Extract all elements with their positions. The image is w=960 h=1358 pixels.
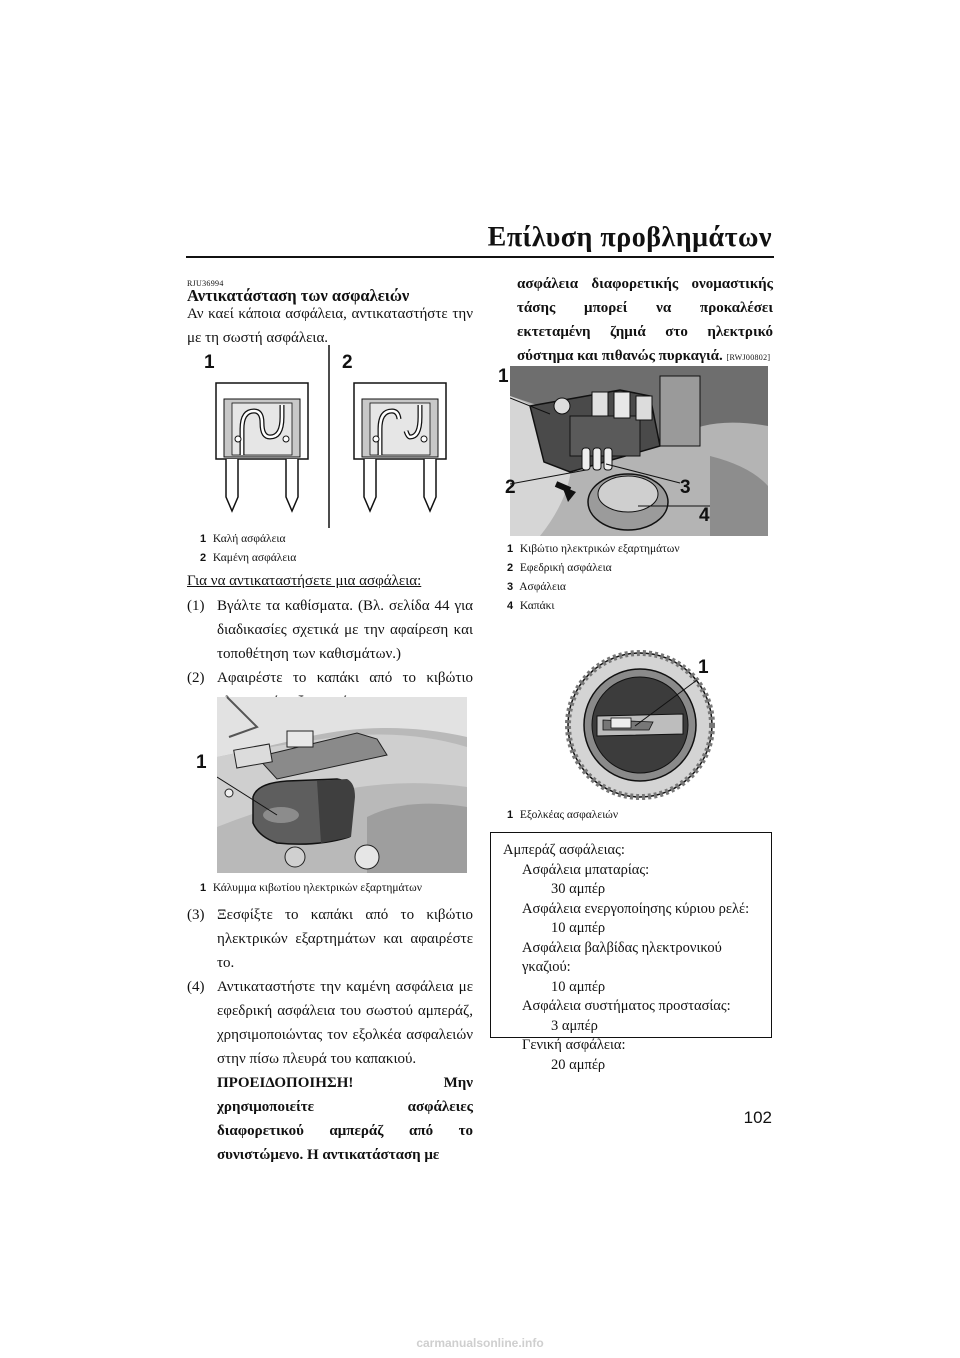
step-number: (2) — [187, 670, 205, 686]
procedure-step — [187, 975, 473, 1071]
figure4-caption-list — [507, 806, 618, 825]
caption-item — [507, 597, 680, 616]
caption-item — [200, 549, 296, 568]
caption-item — [507, 540, 680, 559]
spec-title: Αμπεράζ ασφάλειας: — [503, 842, 625, 858]
header-rule — [186, 256, 774, 258]
caption-item — [507, 578, 680, 597]
caption-number: 1 — [200, 882, 207, 894]
good-fuse-illustration — [216, 383, 308, 511]
caption-text: Κάλυμμα κιβωτίου ηλεκτρικών εξαρτημάτων — [212, 882, 422, 894]
electrical-box-cover-photo — [217, 697, 467, 873]
callout-spare-fuse: 2 — [505, 477, 516, 498]
warning-text-part2 — [517, 272, 773, 370]
spec-label: Γενική ασφάλεια: — [522, 1037, 626, 1053]
callout-fuse-puller: 1 — [698, 657, 709, 678]
callout-blown-fuse: 2 — [342, 352, 353, 373]
procedure-steps-1-2 — [187, 594, 473, 714]
caption-text: Καμένη ασφάλεια — [212, 552, 297, 564]
spec-label: Ασφάλεια μπαταρίας: — [522, 861, 650, 878]
figure3-caption-list — [507, 540, 680, 616]
callout-fuse: 3 — [680, 477, 691, 498]
caption-number: 2 — [507, 562, 514, 574]
caption-number: 3 — [507, 581, 514, 593]
spec-label: Ασφάλεια βαλβίδας ηλεκτρονικού — [522, 939, 722, 956]
caption-text: Εξολκέας ασφαλειών — [519, 809, 619, 821]
electrical-box-photo — [510, 366, 768, 536]
fuse-figure — [196, 345, 466, 530]
caption-text: Ασφάλεια — [519, 581, 566, 593]
warning-text-part1: ΠΡΟΕΙΔΟΠΟΙΗΣΗ! Μην χρησιμοποιείτε ασφάλειες διαφορετικού αμπεράζ από το συνιστώμενο. Η αντικατάσταση με — [217, 1075, 473, 1163]
fuse-rating-spec-box — [490, 832, 772, 1073]
caption-number: 4 — [507, 600, 514, 612]
step-text: Αφαιρέστε το καπάκι από το κιβώτιο — [217, 670, 473, 686]
step-number: (4) — [187, 979, 205, 995]
spec-value: 10 αμπέρ — [551, 978, 606, 995]
caption-number: 2 — [200, 552, 207, 564]
spec-label-continued: γκαζιού: — [522, 959, 571, 975]
page-header-title: Επίλυση προβλημάτων — [487, 222, 772, 253]
caption-item — [200, 530, 296, 549]
step-text: Βγάλτε τα καθίσματα. (Βλ. σελίδα 44 για διαδικασίες σχετικά με την αφαίρεση και τοποθέτηση των καθισμάτων.) — [217, 598, 473, 662]
caption-text: Καπάκι — [519, 600, 555, 612]
warning-code: [RWJ00802] — [726, 353, 771, 362]
watermark: carmanualsonline.info — [416, 1336, 544, 1350]
procedure-heading: Για να αντικαταστήσετε μια ασφάλεια: — [187, 573, 422, 589]
spec-value: 10 αμπέρ — [551, 920, 606, 936]
caption-number: 1 — [507, 809, 514, 821]
callout-cap: 4 — [699, 505, 710, 526]
spec-value: 3 αμπέρ — [551, 1017, 598, 1034]
caption-text: Καλή ασφάλεια — [212, 533, 286, 545]
section-code: RJU36994 — [187, 279, 224, 288]
procedure-step — [187, 903, 473, 975]
step-number: (1) — [187, 598, 205, 614]
page-number: 102 — [743, 1108, 772, 1127]
procedure-steps-3-4 — [187, 903, 473, 1167]
blown-fuse-illustration — [354, 383, 446, 511]
warning-continuation: ασφάλεια διαφορετικής ονομαστικής τάσης μπορεί να προκαλέσει εκτεταμένη ζημιά στο ηλεκτρικό σύστημα και πιθανώς πυρκαγιά. — [517, 276, 773, 364]
procedure-step — [187, 1071, 473, 1167]
caption-item — [507, 806, 618, 825]
spec-value: 20 αμπέρ — [551, 1056, 606, 1073]
spec-value: 30 αμπέρ — [551, 881, 606, 897]
caption-item — [200, 879, 422, 898]
caption-item — [507, 559, 680, 578]
procedure-step — [187, 594, 473, 666]
section-title: Αντικατάσταση των ασφαλειών — [187, 286, 410, 305]
step-number: (3) — [187, 907, 205, 923]
spec-label: Ασφάλεια συστήματος προστασίας: — [522, 998, 731, 1014]
caption-number: 1 — [507, 543, 514, 555]
fuse-puller-photo — [565, 650, 715, 800]
step-text: Αντικαταστήστε την καμένη ασφάλεια με εφεδρική ασφάλεια του σωστού αμπεράζ, χρησιμοποιώντας τον εξολκέα ασφαλειών στην πίσω πλευρά του καπακιού. — [217, 979, 473, 1067]
spec-label: Ασφάλεια ενεργοποίησης κύριου ρελέ: — [522, 900, 750, 917]
callout-electrical-box: 1 — [498, 366, 509, 387]
callout-box-cover: 1 — [196, 752, 207, 773]
caption-number: 1 — [200, 533, 207, 545]
caption-text: Κιβώτιο ηλεκτρικών εξαρτημάτων — [519, 543, 680, 555]
figure2-caption-list — [200, 879, 422, 898]
callout-good-fuse: 1 — [204, 352, 215, 373]
step-text: Ξεσφίξτε το καπάκι από το κιβώτιο ηλεκτρικών εξαρτημάτων και αφαιρέστε το. — [217, 907, 473, 971]
section-intro: Αν καεί κάποια ασφάλεια, αντικαταστήστε την με τη σωστή ασφάλεια. — [187, 306, 473, 346]
caption-text: Εφεδρική ασφάλεια — [519, 562, 612, 574]
figure1-caption-list — [200, 530, 296, 568]
